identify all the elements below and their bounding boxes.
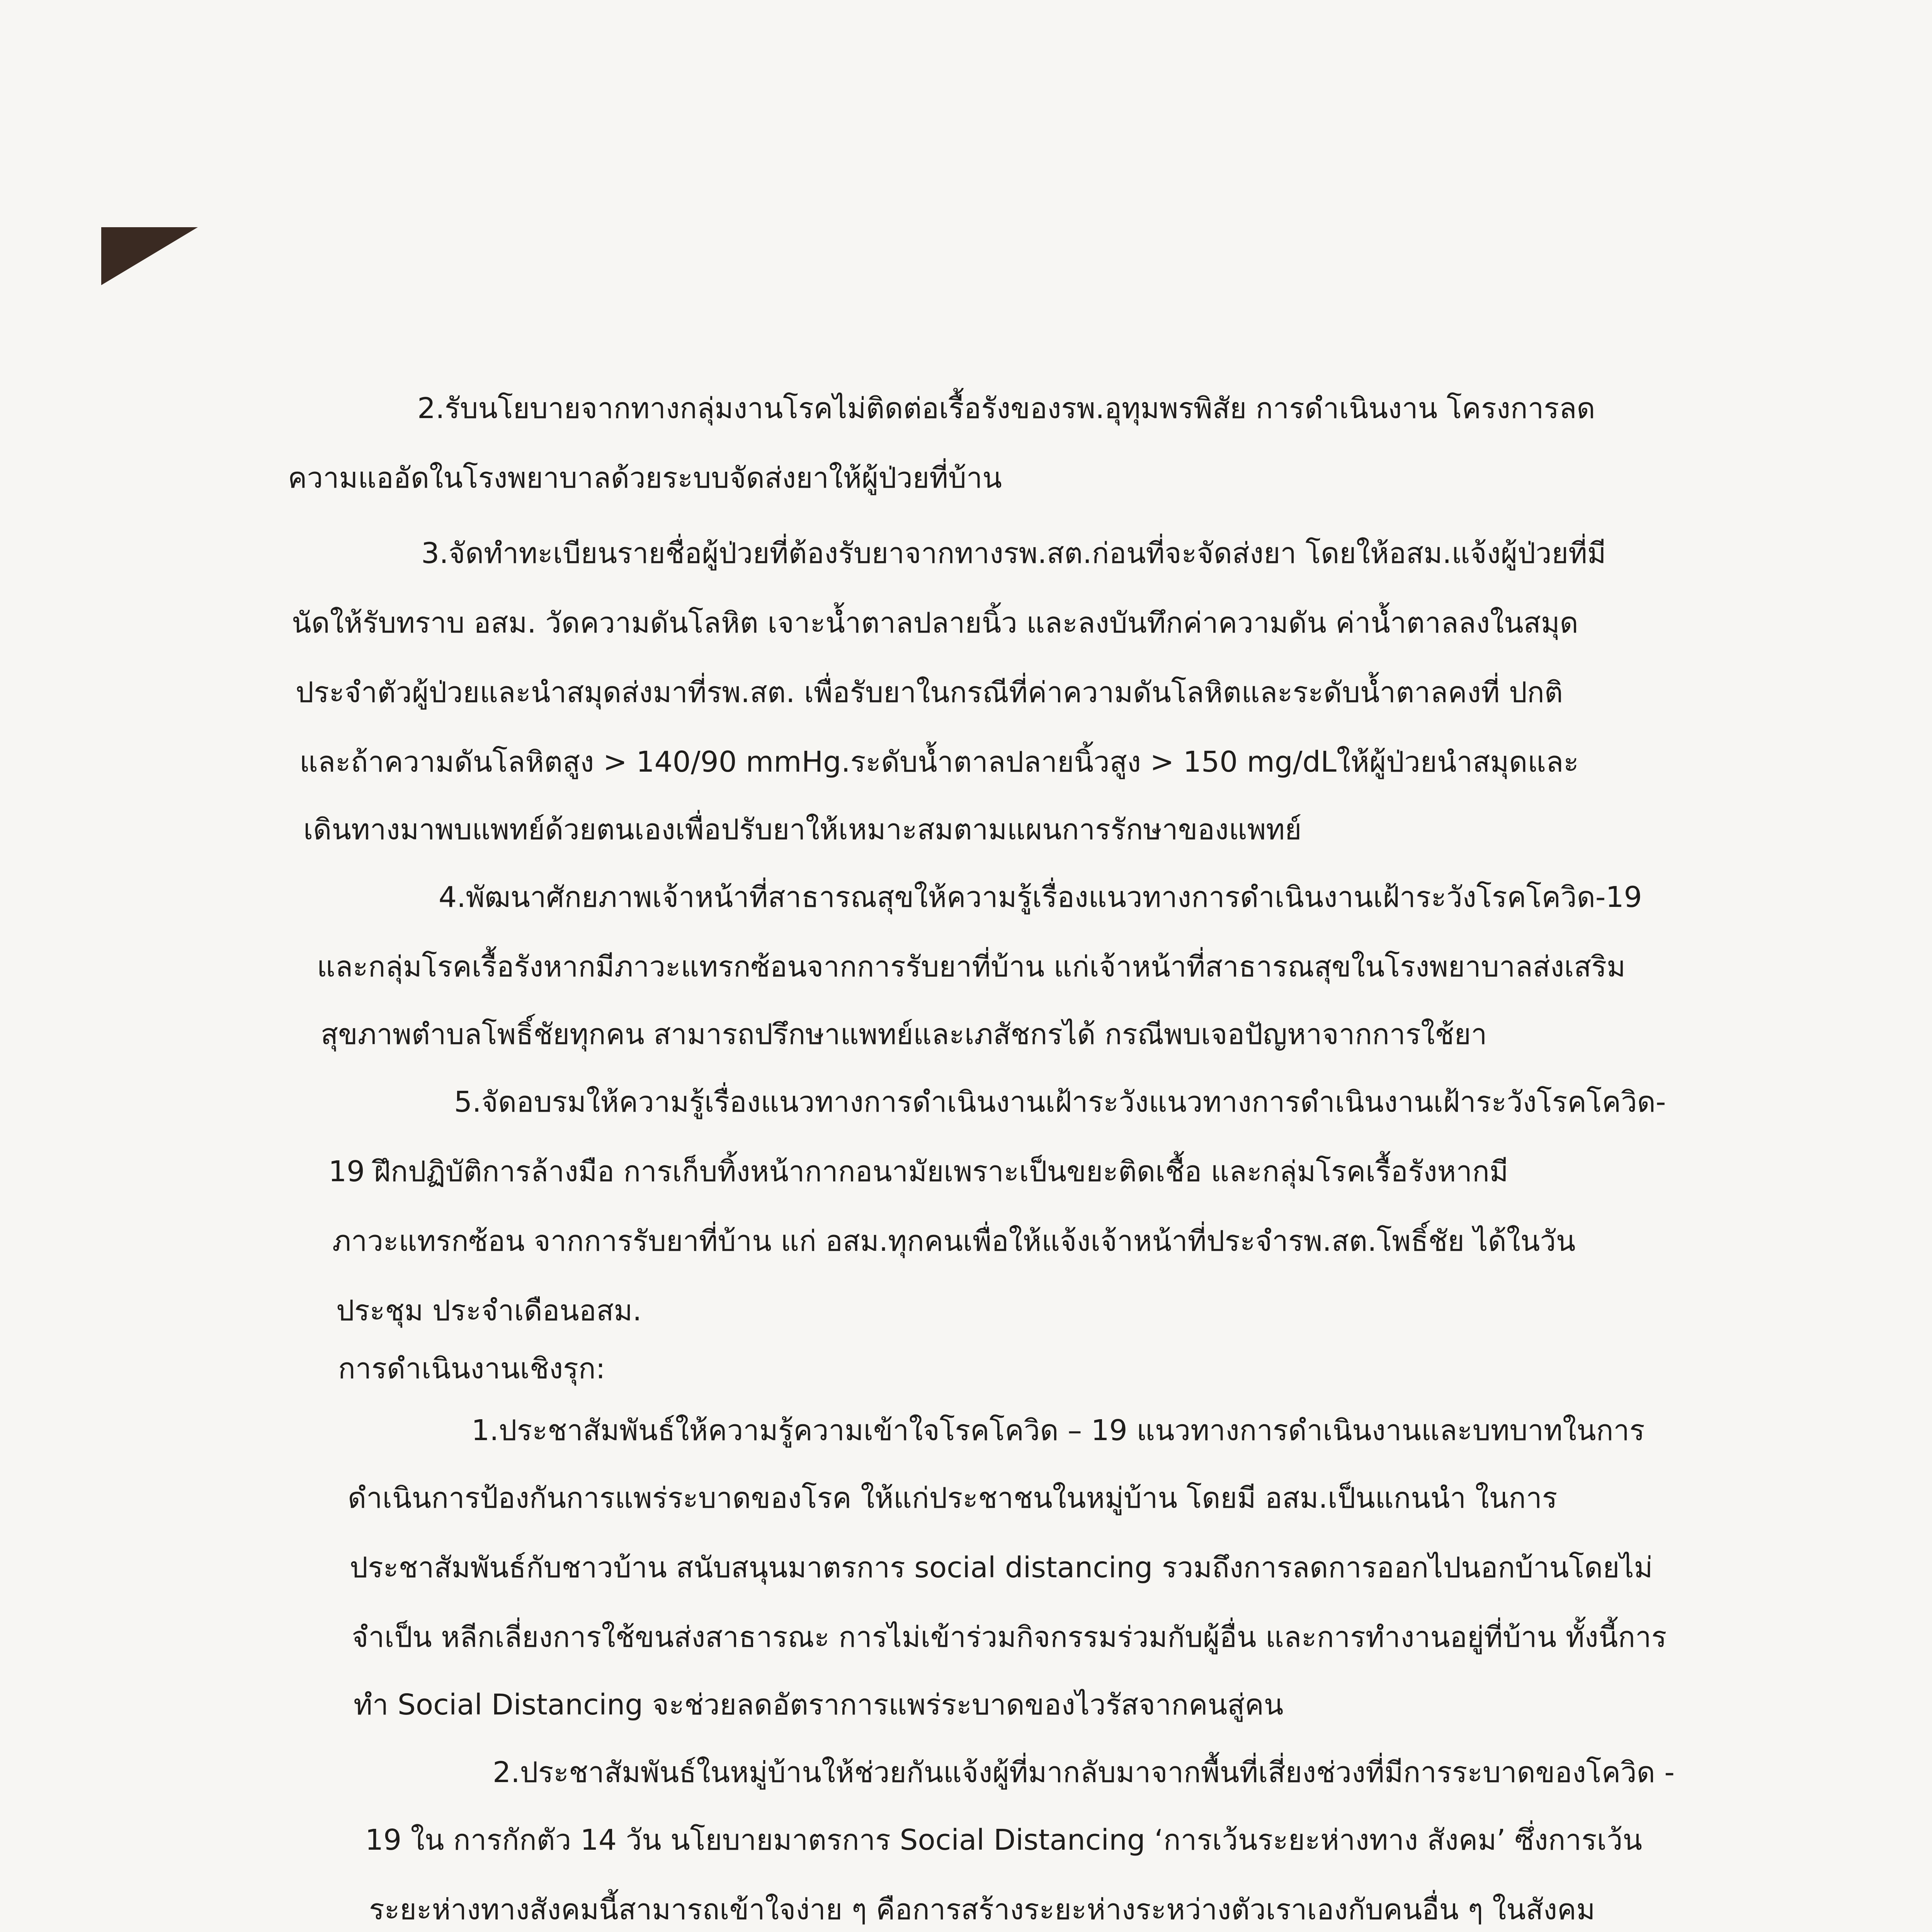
text-line: นัดให้รับทราบ อสม. วัดความดันโลหิต เจาะน้ำตาลปลายนิ้ว และลงบันทึกค่าความดัน ค่าน้ำตาลลงในสมุด — [292, 606, 1578, 639]
text-line: ดำเนินการป้องกันการแพร่ระบาดของโรค ให้แก่ประชาชนในหมู่บ้าน โดยมี อสม.เป็นแกนนำ ในการ — [348, 1481, 1558, 1515]
text-line: 19 ใน การกักตัว 14 วัน นโยบายมาตรการ Social Distancing ‘การเว้นระยะห่างทาง สังคม’ ซึ่งการเว้น — [365, 1823, 1642, 1857]
text-line: 3.จัดทำทะเบียนรายชื่อผู้ป่วยที่ต้องรับยาจากทางรพ.สต.ก่อนที่จะจัดส่งยา โดยให้อสม.แจ้งผู้ป่วยที่มี — [421, 537, 1606, 570]
text-line: ทำ Social Distancing จะช่วยลดอัตราการแพร่ระบาดของไวรัสจากคนสู่คน — [354, 1688, 1284, 1721]
text-line: ระยะห่างทางสังคมนี้สามารถเข้าใจง่าย ๆ คือการสร้างระยะห่างระหว่างตัวเราเองกับคนอื่น ๆ ในสังคม — [369, 1893, 1595, 1926]
text-line: ประชาสัมพันธ์กับชาวบ้าน สนับสนุนมาตรการ social distancing รวมถึงการลดการออกไปนอกบ้านโดยไม่ — [350, 1551, 1653, 1584]
text-line: ภาวะแทรกซ้อน จากการรับยาที่บ้าน แก่ อสม.ทุกคนเพื่อให้แจ้งเจ้าหน้าที่ประจำรพ.สต.โพธิ์ชัย ได้ในวัน — [332, 1225, 1576, 1258]
section-heading: การดำเนินงานเชิงรุก: — [338, 1352, 605, 1385]
text-line: ประจำตัวผู้ป่วยและนำสมุดส่งมาที่รพ.สต. เพื่อรับยาในกรณีที่ค่าความดันโลหิตและระดับน้ำตาลคงที่ ปกติ — [296, 676, 1563, 709]
text-line: ประชุม ประจำเดือนอสม. — [336, 1294, 642, 1327]
text-line: เดินทางมาพบแพทย์ด้วยตนเองเพื่อปรับยาให้เหมาะสมตามแผนการรักษาของแพทย์ — [303, 813, 1302, 846]
text-line: 19 ฝึกปฏิบัติการล้างมือ การเก็บทิ้งหน้ากากอนามัยเพราะเป็นขยะติดเชื้อ และกลุ่มโรคเรื้อรังหากมี — [328, 1155, 1509, 1188]
text-line: และกลุ่มโรคเรื้อรังหากมีภาวะแทรกซ้อนจากการรับยาที่บ้าน แก่เจ้าหน้าที่สาธารณสุขในโรงพยาบาลส่งเสริม — [317, 950, 1626, 983]
text-line: ความแออัดในโรงพยาบาลด้วยระบบจัดส่งยาให้ผู้ป่วยที่บ้าน — [288, 461, 1002, 495]
text-line: 4.พัฒนาศักยภาพเจ้าหน้าที่สาธารณสุขให้ความรู้เรื่องแนวทางการดำเนินงานเฝ้าระวังโรคโควิด-19 — [439, 881, 1642, 914]
text-line: 1.ประชาสัมพันธ์ให้ความรู้ความเข้าใจโรคโควิด – 19 แนวทางการดำเนินงานและบทบาทในการ — [471, 1414, 1645, 1447]
corner-tab-mark — [101, 227, 198, 285]
text-line: 5.จัดอบรมให้ความรู้เรื่องแนวทางการดำเนินงานเฝ้าระวังแนวทางการดำเนินงานเฝ้าระวังโรคโควิด- — [454, 1085, 1666, 1119]
text-line: 2.รับนโยบายจากทางกลุ่มงานโรคไม่ติดต่อเรื้อรังของรพ.อุทุมพรพิสัย การดำเนินงาน โครงการลด — [417, 392, 1595, 425]
text-line: และถ้าความดันโลหิตสูง > 140/90 mmHg.ระดับน้ำตาลปลายนิ้วสูง > 150 mg/dLให้ผู้ป่วยนำสมุดและ — [299, 745, 1579, 779]
text-line: 2.ประชาสัมพันธ์ในหมู่บ้านให้ช่วยกันแจ้งผู้ที่มากลับมาจากพื้นที่เสี่ยงช่วงที่มีการระบาดของโควิด - — [493, 1756, 1675, 1789]
text-line: จำเป็น หลีกเลี่ยงการใช้ขนส่งสาธารณะ การไม่เข้าร่วมกิจกรรมร่วมกับผู้อื่น และการทำงานอยู่ที่บ้าน ทั้งนี้การ — [352, 1621, 1667, 1654]
text-line: สุขภาพตำบลโพธิ์ชัยทุกคน สามารถปรึกษาแพทย์และเภสัชกรได้ กรณีพบเจอปัญหาจากการใช้ยา — [321, 1018, 1487, 1051]
